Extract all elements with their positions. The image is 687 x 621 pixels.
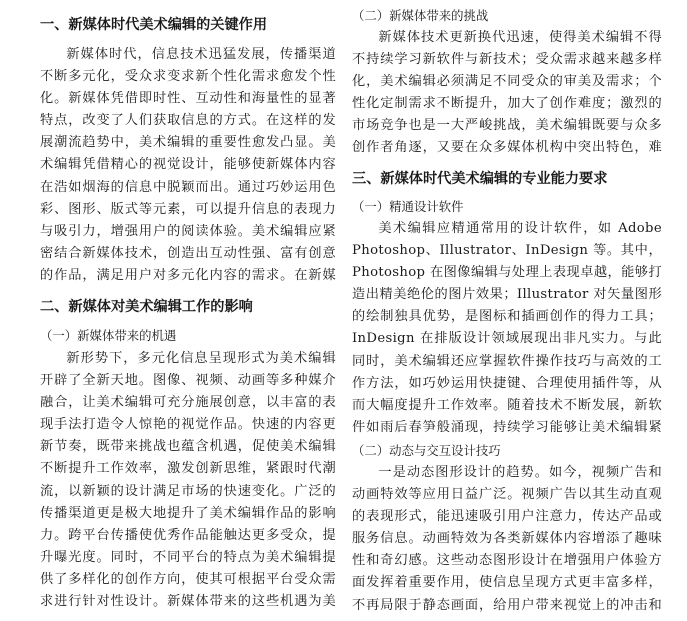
section-2-title: 二、新媒体对美术编辑工作的影响 [40,299,253,315]
left-column [40,0,336,613]
section-2-opportunities-paragraph: 新形势下，多元化信息呈现形式为美术编辑开辟了全新天地。图像、视频、动画等多种媒介融合，让美术编辑可充分施展创意，以丰富的表现手法打造令人惊艳的视觉作品。快速的内容更新节奏，既带来挑战也蕴含机遇，促使美术编辑不断提升工作效率，激发创新思维，紧跟时代潮流，以新颖的设计满足市场的快速变化。广泛的传播渠道更是极大地提升了美术编辑作品的影响力。跨平台传播使优秀作品能触达更多受众，提升曝光度。同时，不同平台的特点为美术编辑提供了多样化的创作方向，使其可根据平台受众需求进行针对性设计。新媒体带来的这些机遇为美 [40,351,336,610]
section-3-title: 三、新媒体时代美术编辑的专业能力要求 [352,171,608,187]
section-2-challenges-paragraph: 新媒体技术更新换代迅速，使得美术编辑不得不持续学习新软件与新技术；受众需求越来越多样化，美术编辑必须满足不同受众的审美及需求；个性化定制需求不断提升，加大了创作难度；激烈的市场竞争也是一大严峻挑战，美术编辑既要与众多创作者角逐，又要在众多媒体机构中突出特色，难 [352,30,662,156]
section-3-subheading-motion: （二）动态与交互设计技巧 [352,443,501,458]
section-3-software-paragraph: 美术编辑应精通常用的设计软件，如 Adobe Photoshop、Illustrator、InDesign 等。其中，Photoshop 在图像编辑与处理上表现卓越，能够打造出精美绝伦的图片效果；Illustrator 对矢量图形的绘制独具优势，是图标和插画创作的得力工具；InDesign 在排版设计领域展现出非凡实力。与此同时，美术编辑还应掌握软件操作技巧与高效的工作方法，如巧妙运用快捷键、合理使用插件等，从而大幅度提升工作效率。随着技术不断发展，新软件如雨后春笋般涌现，持续学习能够让美术编辑紧 [352,221,662,435]
right-column [352,0,662,617]
section-1-paragraph: 新媒体时代，信息技术迅猛发展，传播渠道不断多元化，受众求变求新个性化需求愈发个性化。新媒体凭借即时性、互动性和海量性的显著特点，改变了人们获取信息的方式。在这样的发展潮流趋势中，美术编辑的重要性愈发凸显。美术编辑凭借精心的视觉设计，能够使新媒体内容在浩如烟海的信息中脱颖而出。通过巧妙运用色彩、图形、版式等元素，可以提升信息的表现力与吸引力，增强用户的阅读体验。美术编辑应紧密结合新媒体技术，创造出互动性强、富有创意的作品，满足用户对多元化内容的需求。在新媒 [40,47,336,283]
section-3-motion-paragraph: 一是动态图形设计的趋势。如今，视频广告和动画特效等应用日益广泛。视频广告以其生动直观的表现形式，能迅速吸引用户注意力，传达产品或服务信息。动画特效为各类新媒体内容增添了趣味性和奇幻感。这些动态图形设计在增强用户体验方面发挥着重要作用，使信息呈现方式更丰富多样，不再局限于静态画面，给用户带来视觉上的冲击和 [352,465,662,613]
section-2-subheading-challenges: （二）新媒体带来的挑战 [352,8,489,23]
section-2-subheading-opportunities: （一）新媒体带来的机遇 [40,328,177,343]
section-1-title: 一、新媒体时代美术编辑的关键作用 [40,17,268,33]
section-3-subheading-software: （一）精通设计软件 [352,199,464,214]
